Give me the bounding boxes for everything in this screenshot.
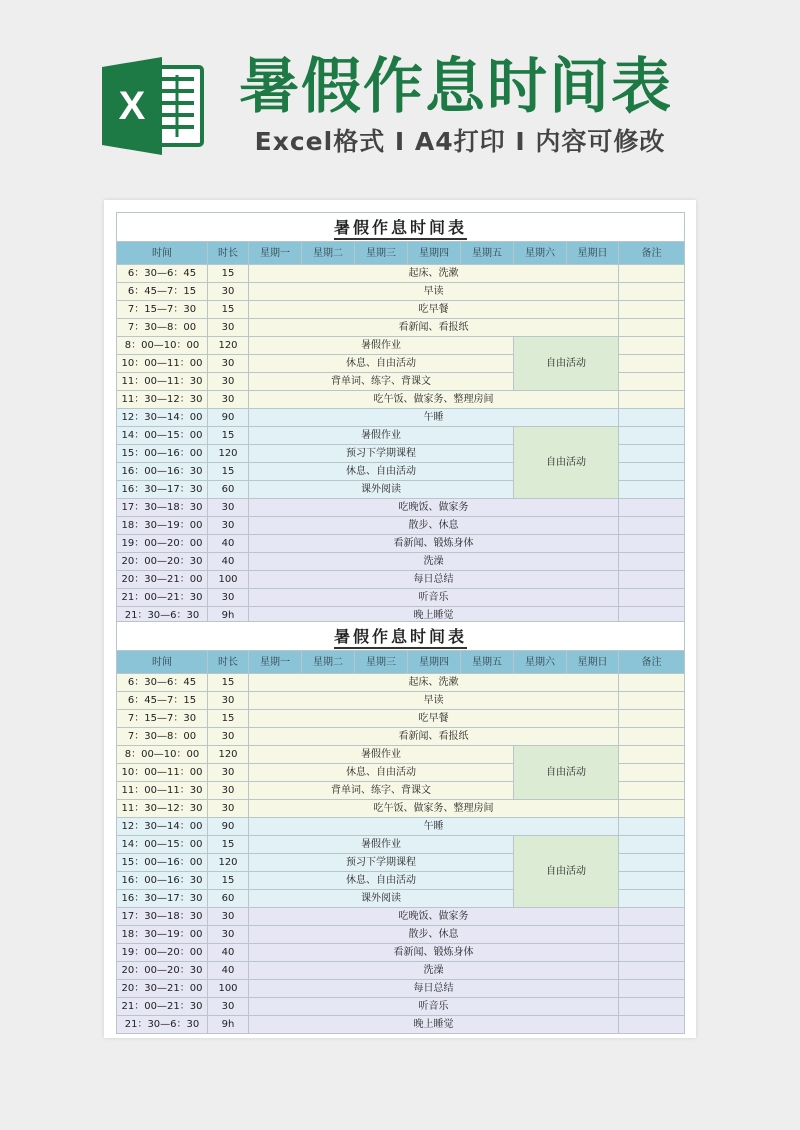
duration-cell: 30 <box>208 782 249 800</box>
activity-cell: 吃午饭、做家务、整理房间 <box>249 391 619 409</box>
activity-cell: 休息、自由活动 <box>249 764 514 782</box>
activity-cell: 看新闻、锻炼身体 <box>249 944 619 962</box>
time-cell: 7：30—8：00 <box>117 728 208 746</box>
duration-cell: 15 <box>208 427 249 445</box>
duration-cell: 15 <box>208 710 249 728</box>
activity-cell: 晚上睡觉 <box>249 607 619 625</box>
activity-cell: 吃早餐 <box>249 710 619 728</box>
table-row <box>117 692 685 710</box>
duration-cell: 30 <box>208 355 249 373</box>
duration-cell: 30 <box>208 926 249 944</box>
table-row <box>117 710 685 728</box>
page-header <box>0 0 800 200</box>
table-title-row <box>117 622 685 651</box>
time-cell: 11：30—12：30 <box>117 391 208 409</box>
column-header: 星期二 <box>302 242 355 265</box>
remarks-cell <box>619 908 685 926</box>
table-row <box>117 427 685 445</box>
duration-cell: 15 <box>208 836 249 854</box>
table-row <box>117 1016 685 1034</box>
duration-cell: 30 <box>208 283 249 301</box>
table-row <box>117 571 685 589</box>
time-cell: 7：15—7：30 <box>117 710 208 728</box>
table-row <box>117 908 685 926</box>
time-cell: 12：30—14：00 <box>117 818 208 836</box>
duration-cell: 60 <box>208 481 249 499</box>
activity-cell: 休息、自由活动 <box>249 355 514 373</box>
activity-cell: 预习下学期课程 <box>249 854 514 872</box>
table-row <box>117 517 685 535</box>
table-row <box>117 980 685 998</box>
table-row <box>117 818 685 836</box>
activity-cell: 吃午饭、做家务、整理房间 <box>249 800 619 818</box>
activity-cell: 暑假作业 <box>249 337 514 355</box>
activity-cell: 看新闻、看报纸 <box>249 319 619 337</box>
time-cell: 8：00—10：00 <box>117 746 208 764</box>
time-cell: 14：00—15：00 <box>117 427 208 445</box>
remarks-cell <box>619 800 685 818</box>
activity-cell: 晚上睡觉 <box>249 1016 619 1034</box>
remarks-cell <box>619 517 685 535</box>
table-row <box>117 391 685 409</box>
remarks-cell <box>619 265 685 283</box>
remarks-cell <box>619 409 685 427</box>
table-row <box>117 265 685 283</box>
column-header: 时长 <box>208 651 249 674</box>
duration-cell: 90 <box>208 409 249 427</box>
duration-cell: 30 <box>208 391 249 409</box>
table-row <box>117 319 685 337</box>
table-title-row <box>117 213 685 242</box>
column-header: 星期二 <box>302 651 355 674</box>
time-cell: 6：30—6：45 <box>117 674 208 692</box>
time-cell: 7：30—8：00 <box>117 319 208 337</box>
table-row <box>117 409 685 427</box>
duration-cell: 100 <box>208 980 249 998</box>
page-title: 暑假作息时间表 <box>239 52 673 122</box>
duration-cell: 30 <box>208 728 249 746</box>
table-row <box>117 283 685 301</box>
time-cell: 15：00—16：00 <box>117 854 208 872</box>
activity-cell: 每日总结 <box>249 980 619 998</box>
remarks-cell <box>619 481 685 499</box>
column-header: 星期三 <box>355 651 408 674</box>
time-cell: 20：00—20：30 <box>117 962 208 980</box>
activity-cell: 吃早餐 <box>249 301 619 319</box>
table-title: 暑假作息时间表 <box>334 627 467 649</box>
remarks-cell <box>619 728 685 746</box>
remarks-cell <box>619 818 685 836</box>
duration-cell: 15 <box>208 265 249 283</box>
duration-cell: 90 <box>208 818 249 836</box>
activity-cell: 背单词、练字、背课文 <box>249 782 514 800</box>
remarks-cell <box>619 1016 685 1034</box>
table-title-cell <box>117 622 685 651</box>
remarks-cell <box>619 499 685 517</box>
activity-cell: 每日总结 <box>249 571 619 589</box>
time-cell: 6：30—6：45 <box>117 265 208 283</box>
activity-cell: 起床、洗漱 <box>249 265 619 283</box>
excel-logo-icon <box>102 57 206 155</box>
time-cell: 11：30—12：30 <box>117 800 208 818</box>
remarks-cell <box>619 553 685 571</box>
svg-text:X: X <box>118 84 146 128</box>
activity-cell: 洗澡 <box>249 553 619 571</box>
table-row <box>117 589 685 607</box>
remarks-cell <box>619 944 685 962</box>
duration-cell: 30 <box>208 764 249 782</box>
remarks-cell <box>619 391 685 409</box>
table-header-row <box>117 242 685 265</box>
column-header: 备注 <box>619 651 685 674</box>
time-cell: 12：30—14：00 <box>117 409 208 427</box>
time-cell: 15：00—16：00 <box>117 445 208 463</box>
duration-cell: 30 <box>208 517 249 535</box>
time-cell: 10：00—11：00 <box>117 764 208 782</box>
table-row <box>117 301 685 319</box>
activity-cell: 课外阅读 <box>249 890 514 908</box>
time-cell: 16：30—17：30 <box>117 890 208 908</box>
column-header: 星期六 <box>514 651 567 674</box>
table-row <box>117 800 685 818</box>
remarks-cell <box>619 962 685 980</box>
remarks-cell <box>619 571 685 589</box>
schedule-table <box>116 212 685 625</box>
time-cell: 18：30—19：00 <box>117 926 208 944</box>
time-cell: 8：00—10：00 <box>117 337 208 355</box>
remarks-cell <box>619 872 685 890</box>
table-row <box>117 746 685 764</box>
activity-cell: 暑假作业 <box>249 836 514 854</box>
table-row <box>117 553 685 571</box>
activity-cell: 看新闻、锻炼身体 <box>249 535 619 553</box>
free-activity-cell: 自由活动 <box>514 836 619 908</box>
duration-cell: 30 <box>208 373 249 391</box>
time-cell: 16：00—16：30 <box>117 463 208 481</box>
duration-cell: 30 <box>208 499 249 517</box>
remarks-cell <box>619 535 685 553</box>
table-row <box>117 674 685 692</box>
time-cell: 11：00—11：30 <box>117 373 208 391</box>
table-row <box>117 499 685 517</box>
column-header: 时长 <box>208 242 249 265</box>
activity-cell: 暑假作业 <box>249 427 514 445</box>
remarks-cell <box>619 674 685 692</box>
duration-cell: 120 <box>208 445 249 463</box>
remarks-cell <box>619 319 685 337</box>
table-title-cell <box>117 213 685 242</box>
time-cell: 6：45—7：15 <box>117 692 208 710</box>
page-subtitle: Excel格式 Ⅰ A4打印 Ⅰ 内容可修改 <box>254 127 666 156</box>
remarks-cell <box>619 283 685 301</box>
remarks-cell <box>619 782 685 800</box>
time-cell: 20：30—21：00 <box>117 980 208 998</box>
time-cell: 20：00—20：30 <box>117 553 208 571</box>
column-header: 星期六 <box>514 242 567 265</box>
column-header: 时间 <box>117 242 208 265</box>
duration-cell: 15 <box>208 674 249 692</box>
time-cell: 21：00—21：30 <box>117 589 208 607</box>
free-activity-cell: 自由活动 <box>514 427 619 499</box>
remarks-cell <box>619 463 685 481</box>
duration-cell: 15 <box>208 463 249 481</box>
duration-cell: 40 <box>208 535 249 553</box>
activity-cell: 预习下学期课程 <box>249 445 514 463</box>
table-row <box>117 998 685 1016</box>
free-activity-cell: 自由活动 <box>514 746 619 800</box>
duration-cell: 30 <box>208 998 249 1016</box>
duration-cell: 15 <box>208 872 249 890</box>
activity-cell: 听音乐 <box>249 589 619 607</box>
time-cell: 21：00—21：30 <box>117 998 208 1016</box>
duration-cell: 15 <box>208 301 249 319</box>
duration-cell: 30 <box>208 692 249 710</box>
column-header: 时间 <box>117 651 208 674</box>
time-cell: 19：00—20：00 <box>117 944 208 962</box>
activity-cell: 早读 <box>249 283 619 301</box>
remarks-cell <box>619 589 685 607</box>
remarks-cell <box>619 998 685 1016</box>
activity-cell: 看新闻、看报纸 <box>249 728 619 746</box>
activity-cell: 午睡 <box>249 818 619 836</box>
time-cell: 18：30—19：00 <box>117 517 208 535</box>
column-header: 星期三 <box>355 242 408 265</box>
activity-cell: 早读 <box>249 692 619 710</box>
column-header: 备注 <box>619 242 685 265</box>
duration-cell: 30 <box>208 589 249 607</box>
table-header-row <box>117 651 685 674</box>
duration-cell: 100 <box>208 571 249 589</box>
table-title: 暑假作息时间表 <box>334 218 467 240</box>
table-row <box>117 337 685 355</box>
remarks-cell <box>619 926 685 944</box>
duration-cell: 60 <box>208 890 249 908</box>
remarks-cell <box>619 854 685 872</box>
time-cell: 21：30—6：30 <box>117 1016 208 1034</box>
duration-cell: 120 <box>208 746 249 764</box>
remarks-cell <box>619 710 685 728</box>
time-cell: 19：00—20：00 <box>117 535 208 553</box>
remarks-cell <box>619 301 685 319</box>
activity-cell: 背单词、练字、背课文 <box>249 373 514 391</box>
table-row <box>117 728 685 746</box>
column-header: 星期一 <box>249 651 302 674</box>
duration-cell: 30 <box>208 319 249 337</box>
time-cell: 16：30—17：30 <box>117 481 208 499</box>
activity-cell: 起床、洗漱 <box>249 674 619 692</box>
column-header: 星期日 <box>567 242 619 265</box>
free-activity-cell: 自由活动 <box>514 337 619 391</box>
time-cell: 21：30—6：30 <box>117 607 208 625</box>
remarks-cell <box>619 355 685 373</box>
duration-cell: 9h <box>208 1016 249 1034</box>
duration-cell: 40 <box>208 944 249 962</box>
remarks-cell <box>619 445 685 463</box>
schedule-table <box>116 621 685 1034</box>
time-cell: 11：00—11：30 <box>117 782 208 800</box>
duration-cell: 30 <box>208 800 249 818</box>
remarks-cell <box>619 890 685 908</box>
activity-cell: 散步、休息 <box>249 926 619 944</box>
time-cell: 10：00—11：00 <box>117 355 208 373</box>
duration-cell: 30 <box>208 908 249 926</box>
time-cell: 16：00—16：30 <box>117 872 208 890</box>
column-header: 星期五 <box>461 242 514 265</box>
duration-cell: 40 <box>208 553 249 571</box>
column-header: 星期四 <box>408 651 461 674</box>
remarks-cell <box>619 746 685 764</box>
remarks-cell <box>619 692 685 710</box>
activity-cell: 休息、自由活动 <box>249 872 514 890</box>
table-row <box>117 926 685 944</box>
time-cell: 17：30—18：30 <box>117 499 208 517</box>
table-row <box>117 535 685 553</box>
activity-cell: 暑假作业 <box>249 746 514 764</box>
column-header: 星期一 <box>249 242 302 265</box>
activity-cell: 课外阅读 <box>249 481 514 499</box>
activity-cell: 吃晚饭、做家务 <box>249 499 619 517</box>
column-header: 星期日 <box>567 651 619 674</box>
column-header: 星期四 <box>408 242 461 265</box>
activity-cell: 吃晚饭、做家务 <box>249 908 619 926</box>
activity-cell: 洗澡 <box>249 962 619 980</box>
remarks-cell <box>619 764 685 782</box>
table-row <box>117 944 685 962</box>
duration-cell: 9h <box>208 607 249 625</box>
column-header: 星期五 <box>461 651 514 674</box>
remarks-cell <box>619 836 685 854</box>
remarks-cell <box>619 980 685 998</box>
spreadsheet-preview <box>104 200 696 1038</box>
activity-cell: 休息、自由活动 <box>249 463 514 481</box>
table-row <box>117 962 685 980</box>
duration-cell: 40 <box>208 962 249 980</box>
activity-cell: 散步、休息 <box>249 517 619 535</box>
duration-cell: 120 <box>208 337 249 355</box>
time-cell: 20：30—21：00 <box>117 571 208 589</box>
table-row <box>117 836 685 854</box>
time-cell: 6：45—7：15 <box>117 283 208 301</box>
duration-cell: 120 <box>208 854 249 872</box>
activity-cell: 午睡 <box>249 409 619 427</box>
activity-cell: 听音乐 <box>249 998 619 1016</box>
time-cell: 17：30—18：30 <box>117 908 208 926</box>
time-cell: 7：15—7：30 <box>117 301 208 319</box>
remarks-cell <box>619 373 685 391</box>
time-cell: 14：00—15：00 <box>117 836 208 854</box>
remarks-cell <box>619 427 685 445</box>
remarks-cell <box>619 337 685 355</box>
